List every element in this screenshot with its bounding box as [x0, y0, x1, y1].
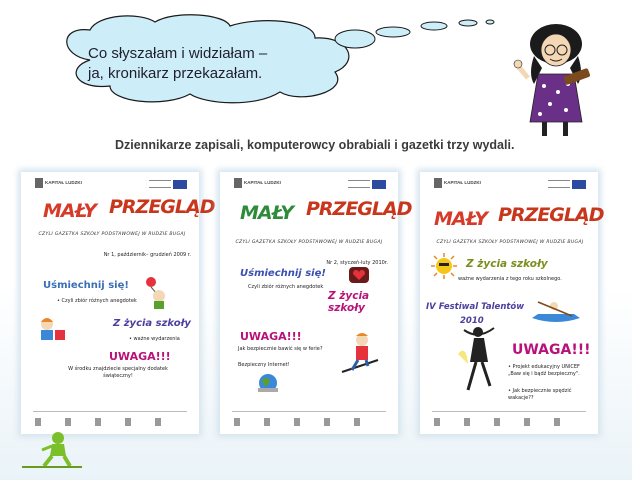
- text-dodatek: W środku znajdziecie specjalny dodatek świąteczny!: [68, 366, 168, 379]
- page-subtitle: Dziennikarze zapisali, komputerowcy obrabiali i gazetki trzy wydali.: [115, 138, 515, 152]
- card-subtitle: CZYLI GAZETKA SZKOŁY PODSTAWOWEJ W RUDZIE BUGAJ: [436, 240, 584, 245]
- title-przeglad: PRZEGLĄD: [306, 198, 412, 220]
- kapital-ludzki-logo: [434, 178, 442, 188]
- heading-z-zycia: Z życia szkoły: [466, 258, 548, 270]
- kapital-ludzki-logo: [234, 178, 242, 188]
- newsletter-card-1[interactable]: [21, 172, 215, 434]
- eu-text-mark: [348, 180, 370, 188]
- title-maly: MAŁY: [434, 208, 487, 230]
- child-gift-icon: [37, 316, 67, 342]
- newsletter-card-2[interactable]: [220, 172, 412, 434]
- sun-icon: [428, 252, 460, 280]
- footer-line: [432, 411, 586, 412]
- heading-uwaga: UWAGA!!!: [240, 330, 302, 343]
- skier-icon: [340, 332, 380, 378]
- title-przeglad: PRZEGLĄD: [109, 196, 215, 218]
- text-wydarzenia: ważne wydarzenia z tego roku szkolnego.: [458, 276, 562, 282]
- kapital-ludzki-logo: [35, 178, 43, 188]
- card-header: KAPITAŁ LUDZKI: [45, 180, 82, 185]
- footer-line: [33, 411, 187, 412]
- cloud-text: [88, 44, 288, 84]
- newsletter-card-3[interactable]: [420, 172, 604, 434]
- card-header: KAPITAŁ LUDZKI: [444, 180, 481, 185]
- eu-flag-icon: [572, 180, 586, 189]
- heading-festiwal: IV Festiwal Talentów: [426, 302, 525, 312]
- text-wakacje: • Jak bezpiecznie spędzić wakacje??: [508, 388, 572, 401]
- card-subtitle: CZYLI GAZETKA SZKOŁY PODSTAWOWEJ W RUDZIE BUGAJ: [235, 240, 383, 245]
- footer-logos: [35, 418, 185, 426]
- footer-line: [232, 411, 386, 412]
- issue-number: Nr 2, styczeń-luty 2010r.: [326, 260, 388, 266]
- heading-festiwal-year: 2010: [460, 316, 484, 326]
- text-internet: Bezpieczny Internet!: [238, 362, 290, 368]
- text-anegdotki: • Czyli zbiór różnych anegdotek: [57, 298, 137, 304]
- heading-usmiechnij: Uśmiechnij się!: [240, 268, 326, 279]
- card-header: KAPITAŁ LUDZKI: [244, 180, 281, 185]
- text-ferie: Jak bezpiecznie bawić się w ferie?: [238, 346, 323, 352]
- heart-box-icon: [348, 266, 370, 284]
- eu-flag-icon: [173, 180, 187, 189]
- eu-text-mark: [149, 180, 171, 188]
- heading-uwaga: UWAGA!!!: [109, 350, 171, 363]
- text-wydarzenia: • ważne wydarzenia: [129, 336, 180, 342]
- dancer-silhouette: [454, 324, 502, 394]
- heading-uwaga: UWAGA!!!: [512, 342, 591, 358]
- card-subtitle: CZYLI GAZETKA SZKOŁY PODSTAWOWEJ W RUDZIE BUGAJ: [38, 232, 186, 237]
- text-anegdotki: Czyli zbiór różnych anegdotek: [248, 284, 324, 290]
- title-przeglad: PRZEGLĄD: [498, 204, 604, 226]
- eu-text-mark: [548, 180, 570, 188]
- ground-line: [22, 466, 82, 468]
- heading-z-zycia: Z życia szkoły: [113, 318, 191, 329]
- child-balloon-icon: [143, 276, 171, 310]
- text-projekt: • Projekt edukacyjny UNICEF „Baw się i bądź bezpieczny".: [508, 364, 580, 377]
- girl-illustration: [508, 22, 608, 140]
- eu-flag-icon: [372, 180, 386, 189]
- heading-z-zycia: Z życia szkoły: [328, 290, 370, 314]
- footer-logos: [234, 418, 384, 426]
- kayak-icon: [530, 300, 582, 324]
- cloud-line-1: Co słyszałam i widziałam –: [88, 45, 268, 62]
- footer-logos: [434, 418, 584, 426]
- title-maly: MAŁY: [240, 202, 293, 224]
- walking-figure-icon: [34, 430, 78, 468]
- globe-icon: [256, 372, 280, 394]
- cloud-line-2: ja, kronikarz przekazałam.: [88, 65, 263, 82]
- title-maly: MAŁY: [43, 200, 96, 222]
- issue-number: Nr 1, październik– grudzień 2009 r.: [103, 252, 191, 258]
- heading-usmiechnij: Uśmiechnij się!: [43, 280, 129, 291]
